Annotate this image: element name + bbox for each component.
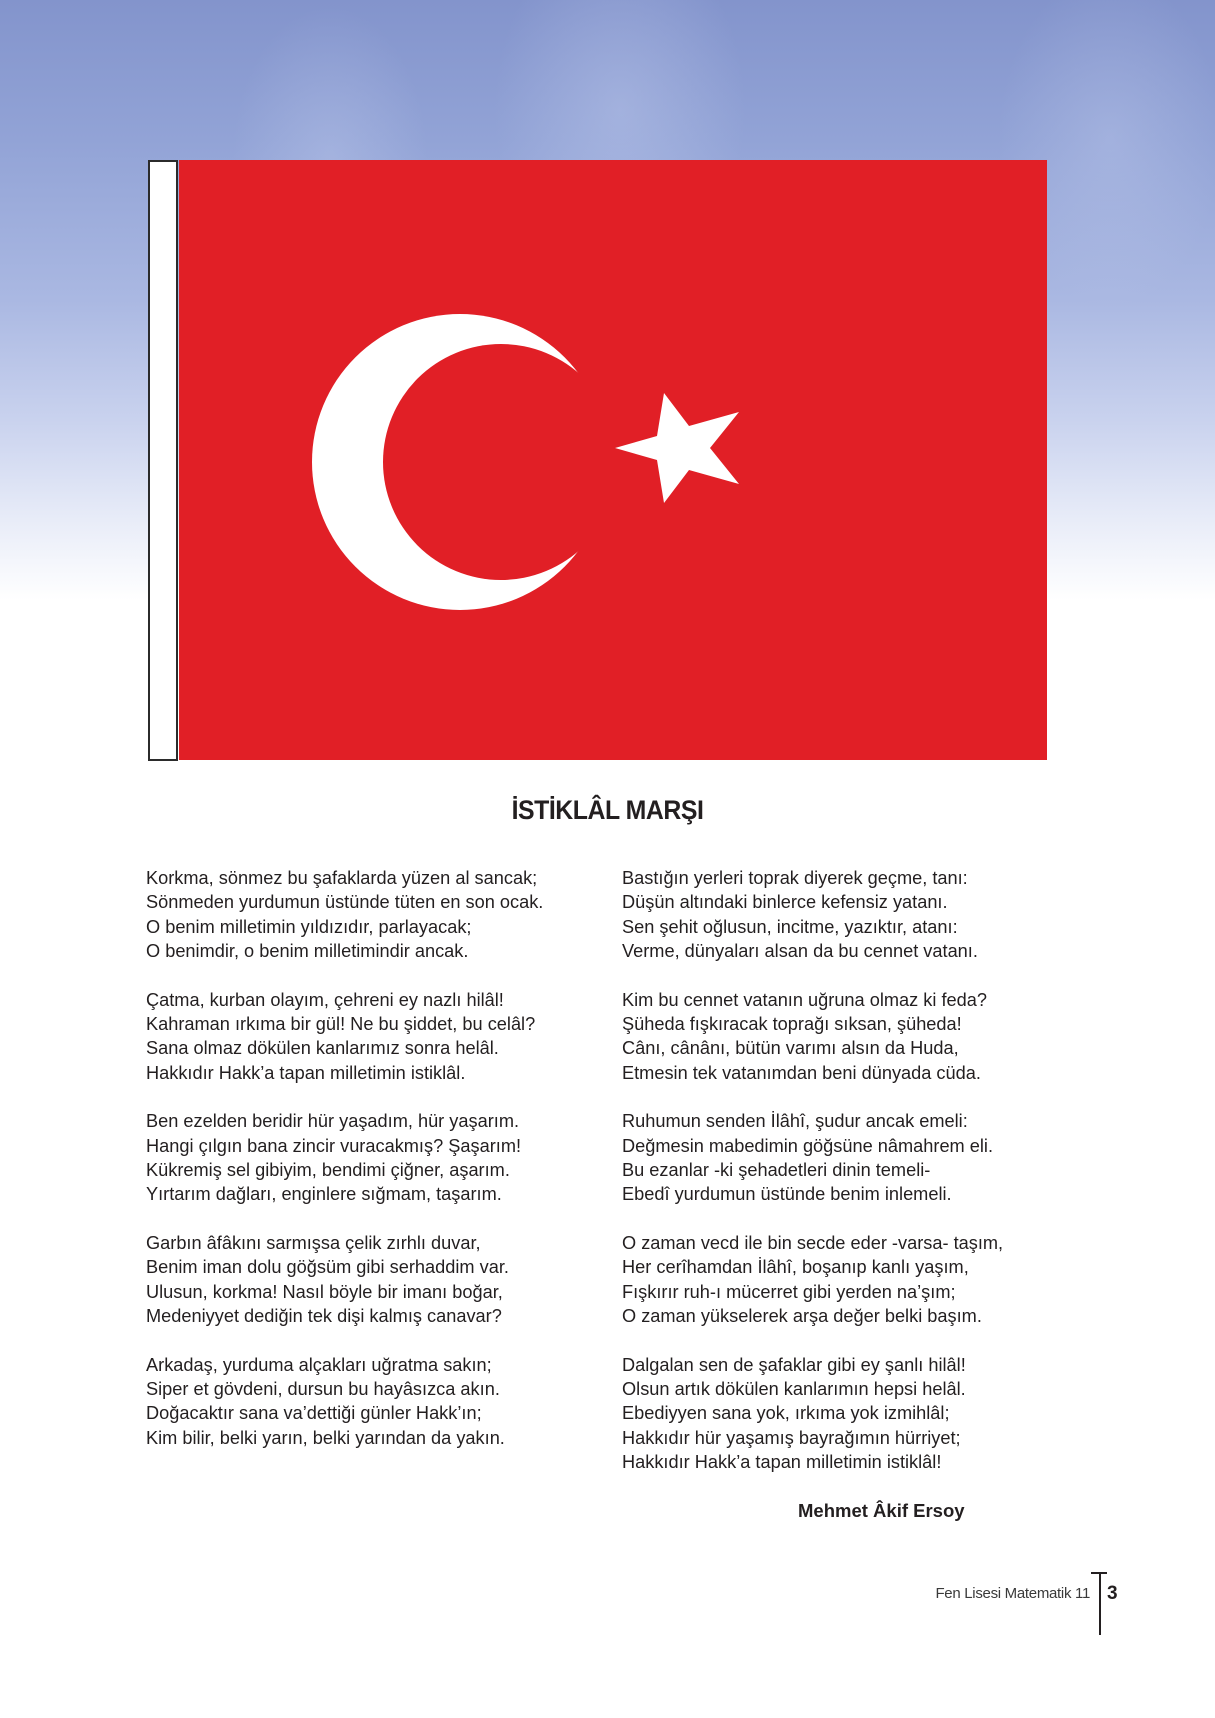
poem-line: Hakkıdır Hakk’a tapan milletimin istiklâl.: [146, 1062, 466, 1083]
poem-line: Çatma, kurban olayım, çehreni ey nazlı hilâl!: [146, 989, 504, 1010]
stanza-7: [622, 988, 1092, 1085]
poem-line: Şüheda fışkıracak toprağı sıksan, şüheda!: [622, 1013, 962, 1034]
crescent-icon: [179, 160, 1047, 760]
stanza-5: [146, 1353, 616, 1450]
stanza-9: [622, 1231, 1092, 1328]
poem-line: Verme, dünyaları alsan da bu cennet vatanı.: [622, 940, 978, 961]
poem-line: Arkadaş, yurduma alçakları uğratma sakın;: [146, 1354, 492, 1375]
poem-line: Sen şehit oğlusun, incitme, yazıktır, atanı:: [622, 916, 958, 937]
footer-divider: [1099, 1572, 1101, 1635]
stanza-10: [622, 1353, 1092, 1474]
poem-line: Bu ezanlar -ki şehadetleri dinin temeli-: [622, 1159, 931, 1180]
poem-line: O zaman yükselerek arşa değer belki başım.: [622, 1305, 982, 1326]
poem-line: Kükremiş sel gibiyim, bendimi çiğner, aşarım.: [146, 1159, 510, 1180]
stanza-8: [622, 1109, 1092, 1206]
poem-line: Etmesin tek vatanımdan beni dünyada cüda.: [622, 1062, 981, 1083]
stanza-4: [146, 1231, 616, 1328]
poem-line: Ulusun, korkma! Nasıl böyle bir imanı boğar,: [146, 1281, 503, 1302]
page-title: İSTİKLÂL MARŞI: [511, 795, 704, 825]
poem-line: Yırtarım dağları, enginlere sığmam, taşarım.: [146, 1184, 502, 1205]
stanza-6: [622, 866, 1092, 963]
flag-pole: [148, 160, 178, 761]
footer-book-title: Fen Lisesi Matematik 11: [935, 1585, 1090, 1602]
poem-line: Siper et gövdeni, dursun bu hayâsızca akın.: [146, 1379, 500, 1400]
author-name: Mehmet Âkif Ersoy: [798, 1500, 965, 1521]
poem-line: Her cerîhamdan İlâhî, boşanıp kanlı yaşım,: [622, 1257, 969, 1278]
poem-line: Sana olmaz dökülen kanlarımız sonra helâl.: [146, 1038, 499, 1059]
poem-line: Dalgalan sen de şafaklar gibi ey şanlı hilâl!: [622, 1354, 966, 1375]
poem-line: Olsun artık dökülen kanlarımın hepsi helâl.: [622, 1379, 966, 1400]
flag-cloth: [179, 160, 1047, 760]
poem-line: Hakkıdır hür yaşamış bayrağımın hürriyet;: [622, 1427, 961, 1448]
page-number: 3: [1107, 1583, 1118, 1604]
poem-line: Doğacaktır sana va’dettiği günler Hakk’ın;: [146, 1403, 482, 1424]
poem-line: Ruhumun senden İlâhî, şudur ancak emeli:: [622, 1111, 968, 1132]
poem-line: O benimdir, o benim milletimindir ancak.: [146, 940, 469, 961]
poem-line: Fışkırır ruh-ı mücerret gibi yerden na’şım;: [622, 1281, 956, 1302]
poem-line: O zaman vecd ile bin secde eder -varsa- taşım,: [622, 1233, 1004, 1254]
poem-line: O benim milletimin yıldızıdır, parlayacak;: [146, 916, 472, 937]
poem-line: Benim iman dolu göğsüm gibi serhaddim var.: [146, 1257, 509, 1278]
poem-line: Ben ezelden beridir hür yaşadım, hür yaşarım.: [146, 1111, 520, 1132]
poem-line: Değmesin mabedimin göğsüne nâmahrem eli.: [622, 1135, 994, 1156]
stanza-3: [146, 1109, 616, 1206]
poem-line: Garbın âfâkını sarmışsa çelik zırhlı duvar,: [146, 1233, 481, 1254]
poem-line: Kim bu cennet vatanın uğruna olmaz ki feda?: [622, 989, 987, 1010]
poem-line: Korkma, sönmez bu şafaklarda yüzen al sancak;: [146, 868, 538, 888]
poem-line: Cânı, cânânı, bütün varımı alsın da Huda,: [622, 1038, 959, 1059]
poem-line: Düşün altındaki binlerce kefensiz yatanı.: [622, 892, 948, 913]
poem-line: Ebediyyen sana yok, ırkıma yok izmihlâl;: [622, 1403, 950, 1424]
poem-line: Sönmeden yurdumun üstünde tüten en son ocak.: [146, 892, 544, 913]
poem-right-column: [622, 866, 1092, 1499]
poem-line: Bastığın yerleri toprak diyerek geçme, tanı:: [622, 868, 968, 888]
poem-line: Kahraman ırkıma bir gül! Ne bu şiddet, bu celâl?: [146, 1013, 536, 1034]
poem-line: Ebedî yurdumun üstünde benim inlemeli.: [622, 1184, 952, 1205]
turkish-flag: [148, 160, 1047, 761]
poem-line: Medeniyyet dediğin tek dişi kalmış canavar?: [146, 1305, 502, 1326]
poem-left-column: [146, 866, 616, 1474]
stanza-2: [146, 988, 616, 1085]
poem-line: Hangi çılgın bana zincir vuracakmış? Şaşarım!: [146, 1135, 522, 1156]
stanza-1: [146, 866, 616, 963]
poem-line: Kim bilir, belki yarın, belki yarından da yakın.: [146, 1427, 505, 1448]
poem-line: Hakkıdır Hakk’a tapan milletimin istiklâl!: [622, 1451, 942, 1472]
